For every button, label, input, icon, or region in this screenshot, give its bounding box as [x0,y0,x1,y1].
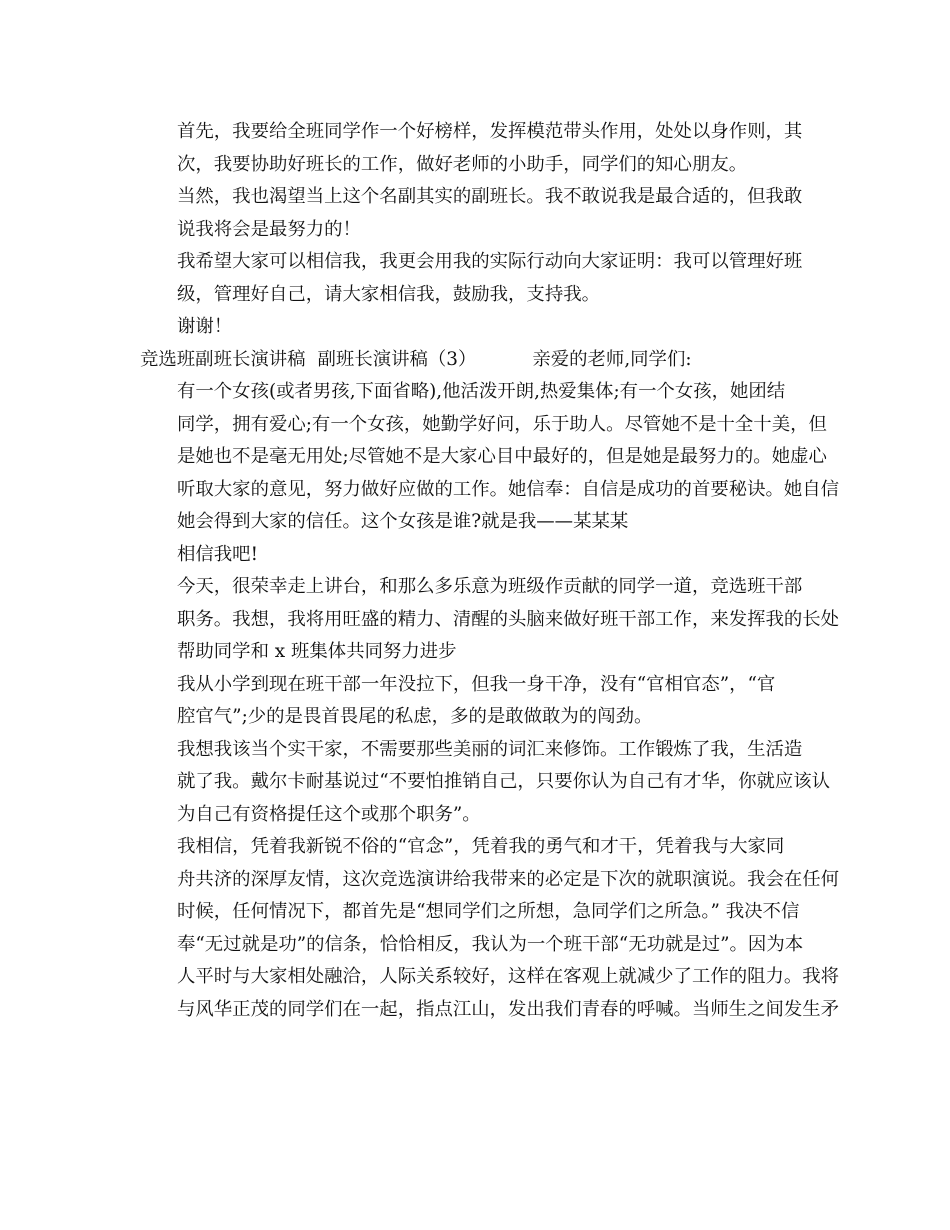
heading-greeting: 亲爱的老师,同学们: [532,348,692,370]
text-line: 是她也不是毫无用处;尽管她不是大家心目中最好的，但是她是最努力的。她虚心 [177,446,827,467]
text-line: 听取大家的意见，努力做好应做的工作。她信奉：自信是成功的首要秘诀。她自信 [177,478,840,500]
text-line: 就了我。戴尔卡耐基说过“不要怕推销自己，只要你认为自己有才华，你就应该认 [177,771,831,792]
heading-title: 竞选班副班长演讲稿 [140,348,306,370]
heading-subtitle: 副班长演讲稿（3） [317,348,477,370]
text-line: 舟共济的深厚友情，这次竞选演讲给我带来的必定是下次的就职演说。我会在任何 [177,868,840,890]
paragraph-6 [140,539,812,572]
text-line: 我想我该当个实干家，不需要那些美丽的词汇来修饰。工作锻炼了我，生活造 [177,738,803,760]
paragraph-3 [140,246,812,311]
document-body [140,116,840,1026]
paragraph-2 [140,181,812,246]
text-line: 我相信，凭着我新锐不俗的“官念”，凭着我的勇气和才干，凭着我与大家同 [177,836,785,857]
text-line: 时候，任何情况下，都首先是“想同学们之所想，急同学们之所急。” 我决不信 [177,901,800,922]
text-line: 人平时与大家相处融洽，人际关系较好，这样在客观上就减少了工作的阻力。我将 [177,966,840,987]
text-line: 今天，很荣幸走上讲台，和那么多乐意为班级作贡献的同学一道，竞选班干部 [177,576,803,597]
text-line: 职务。我想，我将用旺盛的精力、清醒的头脑来做好班干部工作，来发挥我的长处 [177,608,840,630]
text-line: 说我将会是最努力的！ [177,218,361,240]
paragraph-10 [140,831,840,1026]
text-line: 级，管理好自己，请大家相信我，鼓励我，支持我。 [177,283,600,305]
paragraph-7 [140,571,840,669]
text-line: 帮助同学和 x 班集体共同努力进步 [177,641,457,662]
heading-line [140,344,812,377]
text-line: 有一个女孩(或者男孩,下面省略),他活泼开朗,热爱集体;有一个女孩，她团结 [177,381,786,402]
section-heading [140,344,812,377]
text-line: 同学，拥有爱心;有一个女孩，她勤学好问，乐于助人。尽管她不是十全十美，但 [177,413,827,435]
paragraph-5 [140,376,840,539]
text-line: 腔官气”;少的是畏首畏尾的私虑，多的是敢做敢为的闯劲。 [177,706,653,727]
text-line: 奉“无过就是功”的信条，恰恰相反，我认为一个班干部“无功就是过”。因为本 [177,933,804,955]
paragraph-1 [140,116,812,181]
text-line: 为自己有资格提任这个或那个职务”。 [177,803,481,825]
text-line: 与风华正茂的同学们在一起，指点江山，发出我们青春的呼喊。当师生之间发生矛 [177,998,840,1020]
text-line: 次，我要协助好班长的工作，做好老师的小助手，同学们的知心朋友。 [177,153,748,175]
text-line: 当然，我也渴望当上这个名副其实的副班长。我不敢说我是最合适的，但我敢 [177,186,803,207]
paragraph-9 [140,734,831,832]
text-line: 谢谢！ [177,316,233,337]
text-line: 我希望大家可以相信我，我更会用我的实际行动向大家证明：我可以管理好班 [177,251,803,272]
paragraph-8 [140,669,812,734]
paragraph-thanks [140,311,812,344]
text-line: 首先，我要给全班同学作一个好榜样，发挥模范带头作用，处处以身作则，其 [177,121,803,142]
text-line: 我从小学到现在班干部一年没拉下，但我一身干净，没有“官相官态”，“官 [177,673,776,695]
text-line: 相信我吧! [177,543,258,565]
text-line: 她会得到大家的信任。这个女孩是谁?就是我——某某某 [177,511,629,532]
